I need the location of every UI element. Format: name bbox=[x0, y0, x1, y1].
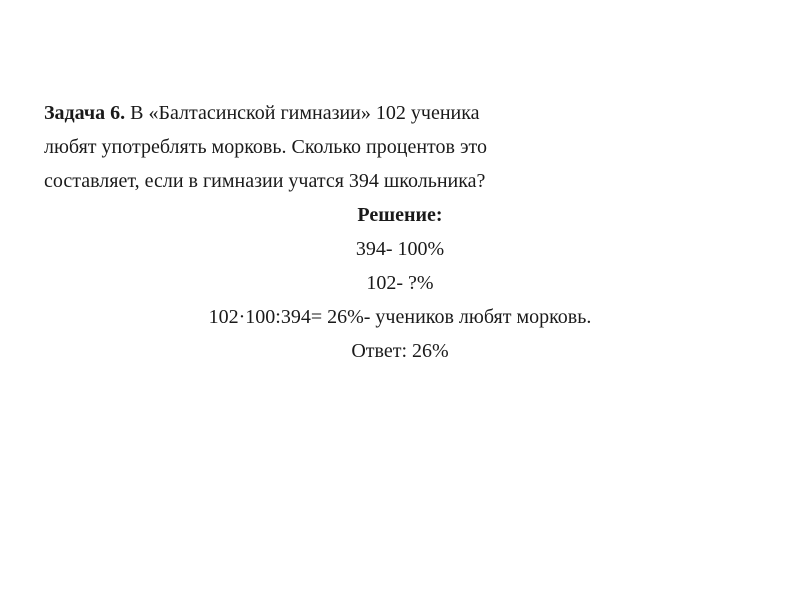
solution-step-3: 102·100:394= 26%- учеников любят морковь. bbox=[208, 306, 592, 328]
solution-answer: Ответ: 26% bbox=[351, 340, 449, 362]
problem-label: Задача 6. bbox=[44, 102, 126, 124]
solution-block bbox=[0, 198, 800, 368]
solution-step-1: 394- 100% bbox=[355, 238, 445, 260]
problem-statement bbox=[44, 96, 664, 198]
solution-heading: Решение: bbox=[357, 204, 443, 226]
solution-step-2: 102- ?% bbox=[366, 272, 434, 294]
problem-line-1 bbox=[44, 96, 664, 130]
problem-line-3: составляет, если в гимназии учатся 394 школьника? bbox=[44, 170, 486, 192]
problem-line-2: любят употреблять морковь. Сколько процентов это bbox=[44, 136, 488, 158]
problem-text-1: В «Балтасинской гимназии» 102 ученика bbox=[125, 102, 480, 124]
